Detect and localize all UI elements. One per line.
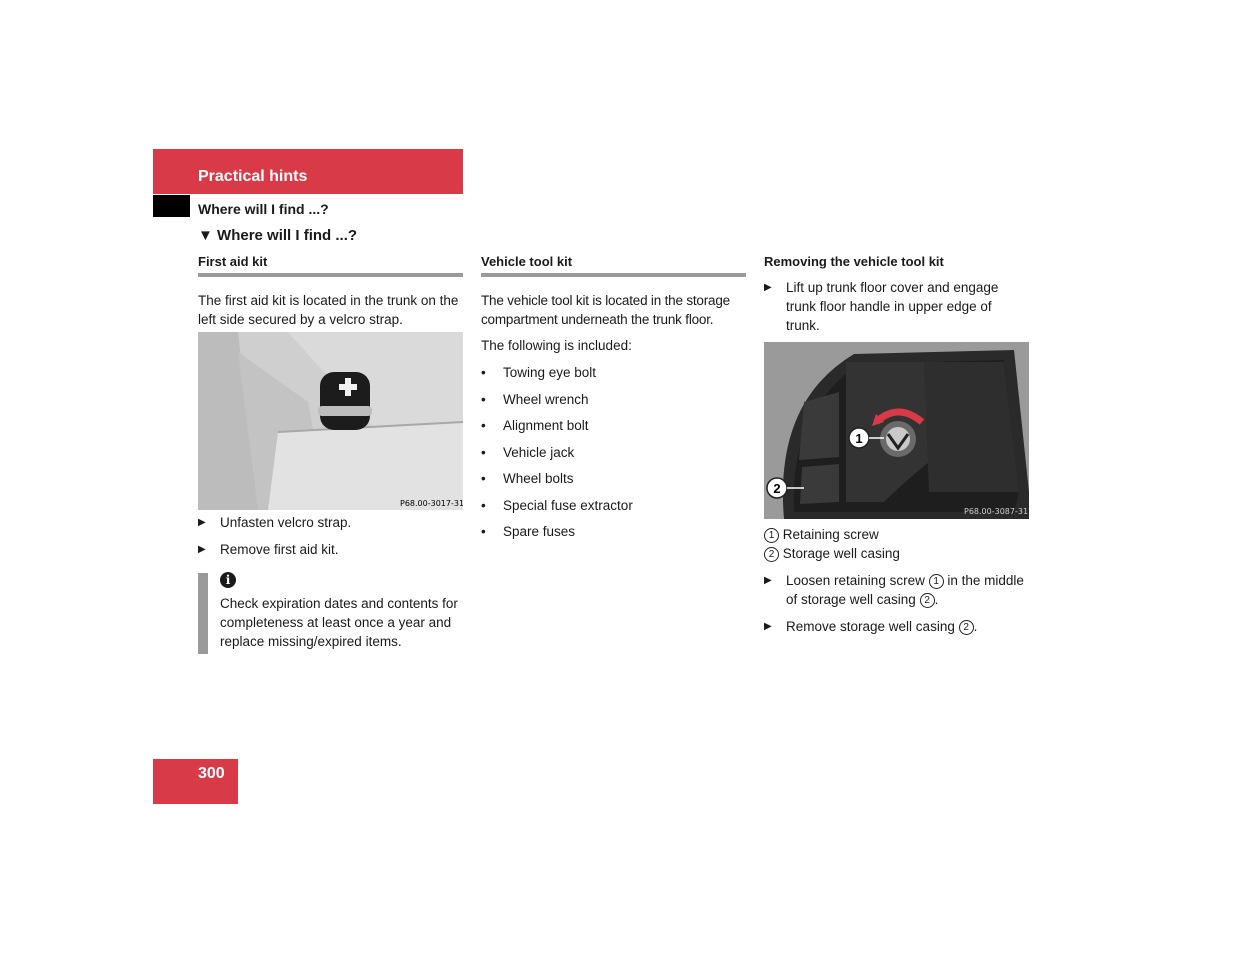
removal-column — [764, 254, 1029, 335]
first-aid-heading: First aid kit — [198, 254, 268, 269]
step-arrow-icon: ▶ — [198, 517, 206, 528]
first-aid-intro: The first aid kit is located in the trunk on the left side secured by a velcro strap. — [198, 293, 459, 327]
triangle-down-icon: ▼ — [198, 227, 213, 244]
info-note-text: Check expiration dates and contents for completeness at least once a year and replace missing/expired items. — [220, 596, 458, 649]
step-arrow-icon: ▶ — [764, 621, 772, 632]
list-item: • Alignment bolt — [481, 418, 589, 433]
info-icon: i — [220, 572, 236, 588]
step-text: Remove first aid kit. — [220, 542, 339, 557]
step-text: Lift up trunk floor cover and engage trunk floor handle in upper edge of trunk. — [786, 280, 999, 333]
legend-label: Storage well casing — [782, 546, 900, 561]
page-number: 300 — [198, 765, 225, 782]
chapter-title: Practical hints — [198, 168, 308, 185]
storage-well-illustration — [764, 342, 1029, 519]
callout-1: 1 — [855, 431, 863, 446]
removal-heading: Removing the vehicle tool kit — [764, 254, 944, 269]
first-aid-step-1 — [198, 513, 463, 532]
tool-kit-heading: Vehicle tool kit — [481, 254, 573, 269]
storage-well-image — [764, 342, 1029, 519]
step-arrow-icon: ▶ — [764, 575, 772, 586]
first-aid-illustration — [198, 332, 463, 510]
legend-item-2 — [764, 544, 1029, 563]
removal-step-1 — [764, 278, 1029, 335]
section-title — [198, 227, 357, 244]
list-item: • Wheel wrench — [481, 391, 589, 407]
step-arrow-icon: ▶ — [198, 544, 206, 555]
inline-callout: 2 — [959, 620, 974, 635]
inline-callout: 1 — [929, 574, 944, 589]
section-title-text: Where will I find ...? — [217, 227, 358, 244]
info-note-bar — [198, 573, 208, 654]
legend-number: 1 — [764, 528, 779, 543]
section-tab-marker — [153, 195, 190, 217]
page-number-box — [153, 759, 238, 804]
storage-well-image-code: P68.00-3087-31 — [964, 507, 1029, 516]
heading-rule — [481, 273, 746, 277]
tool-kit-items — [481, 363, 746, 549]
tool-kit-column — [481, 254, 746, 549]
removal-step-3: ▶ Remove storage well casing 2 . — [764, 619, 978, 634]
step-text: Unfasten velcro strap. — [220, 515, 352, 530]
list-item: • Vehicle jack — [481, 444, 575, 460]
list-item: • Towing eye bolt — [481, 365, 597, 380]
first-aid-column — [198, 254, 463, 329]
first-aid-steps — [198, 513, 463, 559]
inline-callout: 2 — [920, 593, 935, 608]
tool-kit-intro: The vehicle tool kit is located in the storage compartment underneath the trunk floor. — [481, 293, 730, 327]
removal-legend — [764, 525, 1029, 636]
step-arrow-icon: ▶ — [764, 282, 772, 293]
first-aid-step-2 — [198, 540, 463, 559]
list-item: • Special fuse extractor — [481, 497, 633, 513]
list-item: • Wheel bolts — [481, 471, 574, 486]
legend-number: 2 — [764, 547, 779, 562]
list-item: • Spare fuses — [481, 524, 576, 539]
first-aid-image-code: P68.00-3017-31 — [400, 499, 463, 508]
heading-rule — [198, 273, 463, 277]
legend-label: Retaining screw — [782, 527, 879, 542]
subheader: Where will I find ...? — [198, 201, 329, 217]
legend-item-1 — [764, 525, 1029, 544]
tool-kit-included-label: The following is included: — [481, 338, 632, 353]
callout-2: 2 — [773, 481, 781, 496]
removal-step-2: ▶ Loosen retaining screw 1 in the middle of storage well casing 2 . — [764, 573, 1024, 607]
first-aid-image — [198, 332, 463, 510]
